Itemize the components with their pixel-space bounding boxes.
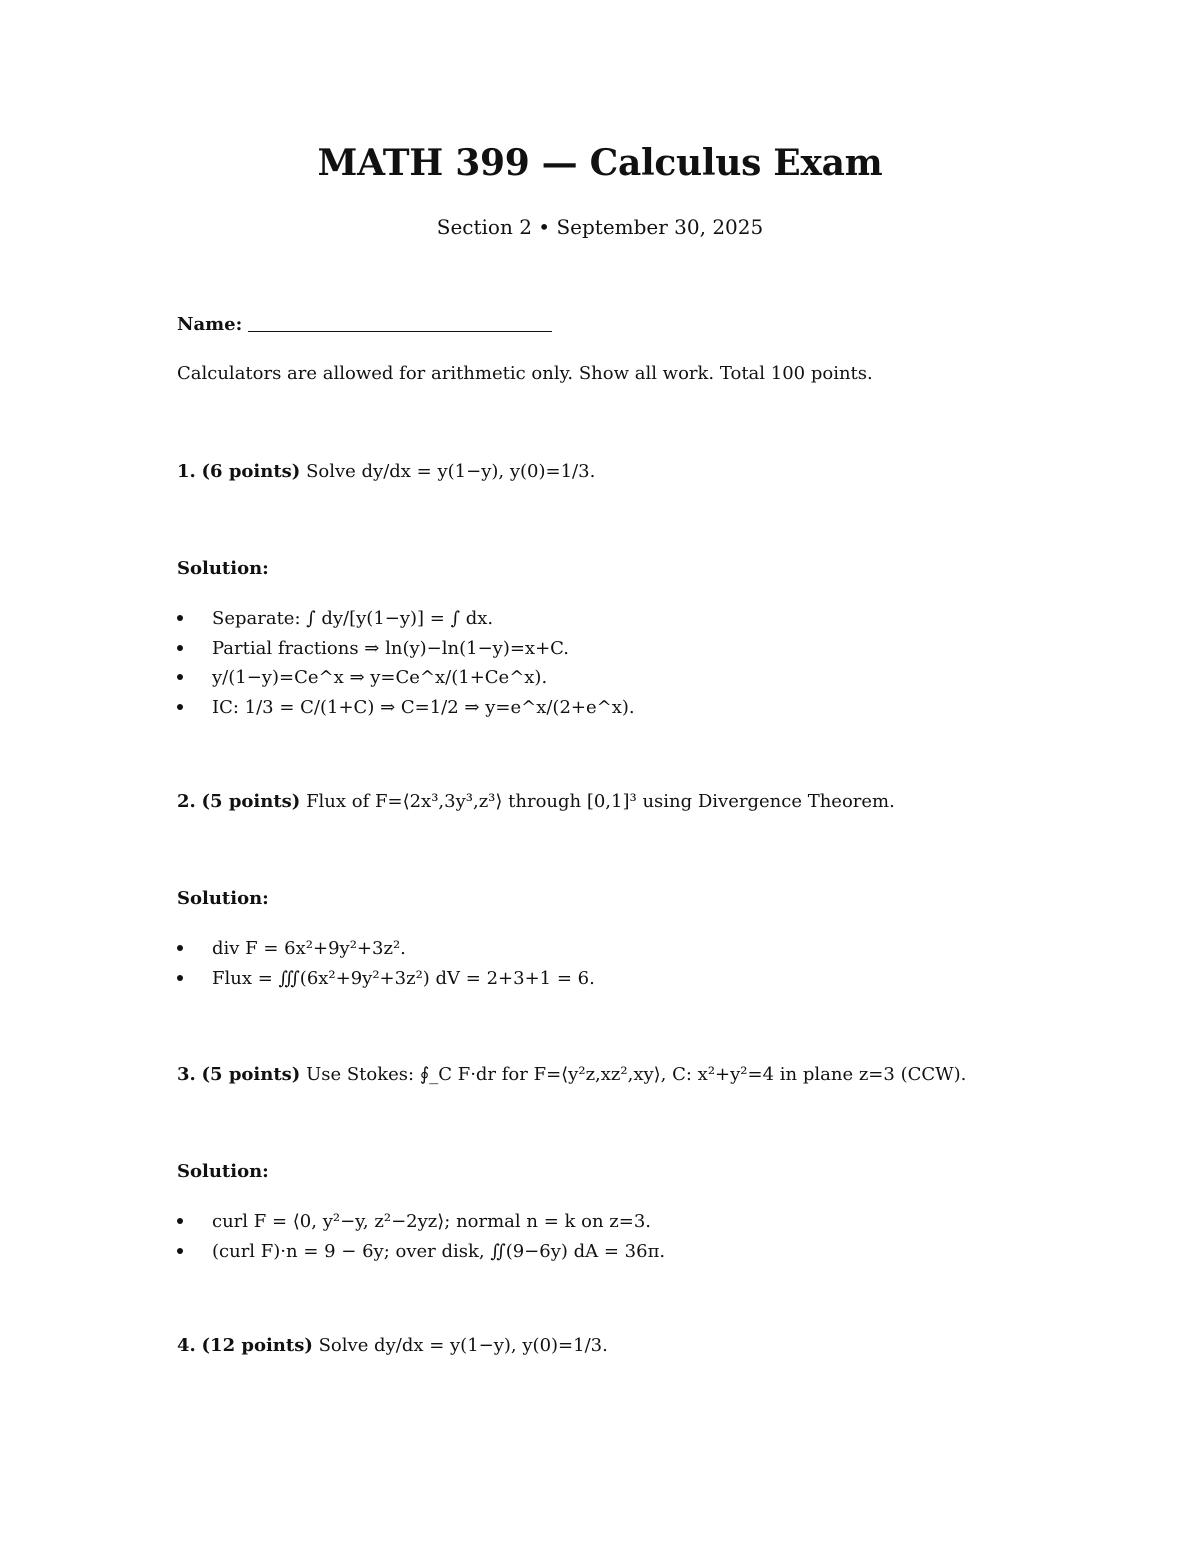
question-1-text: Solve dy/dx = y(1−y), y(0)=1/3.	[306, 461, 596, 482]
question-4-number: 4.	[177, 1335, 196, 1356]
exam-title: MATH 399 — Calculus Exam	[317, 142, 883, 184]
question-1-solution-label: Solution:	[177, 558, 269, 579]
exam-instructions: Calculators are allowed for arithmetic only. Show all work. Total 100 points.	[177, 363, 873, 384]
name-field	[177, 314, 552, 335]
question-1-points: (6 points)	[201, 461, 301, 482]
question-3-number: 3.	[177, 1064, 196, 1085]
question-2-number: 2.	[177, 791, 196, 812]
exam-subtitle: Section 2 • September 30, 2025	[436, 215, 764, 239]
question-1-number: 1.	[177, 461, 196, 482]
question-1	[177, 461, 595, 482]
solution-step: div F = 6x²+9y²+3z².	[177, 934, 595, 964]
question-4-points: (12 points)	[201, 1335, 313, 1356]
question-3-solution-steps	[177, 1207, 665, 1266]
question-4	[177, 1335, 608, 1356]
question-2	[177, 791, 895, 812]
question-2-text: Flux of F=⟨2x³,3y³,z³⟩ through [0,1]³ using Divergence Theorem.	[306, 791, 895, 812]
name-blank-line	[248, 331, 552, 332]
question-2-solution-steps	[177, 934, 595, 993]
solution-step: y/(1−y)=Ce^x ⇒ y=Ce^x/(1+Ce^x).	[177, 663, 635, 693]
solution-step: Flux = ∭(6x²+9y²+3z²) dV = 2+3+1 = 6.	[177, 964, 595, 994]
solution-step: Partial fractions ⇒ ln(y)−ln(1−y)=x+C.	[177, 634, 635, 664]
question-4-text: Solve dy/dx = y(1−y), y(0)=1/3.	[318, 1335, 608, 1356]
solution-step: IC: 1/3 = C/(1+C) ⇒ C=1/2 ⇒ y=e^x/(2+e^x).	[177, 693, 635, 723]
question-3	[177, 1064, 966, 1085]
question-2-points: (5 points)	[201, 791, 301, 812]
question-1-solution-steps	[177, 604, 635, 722]
question-2-solution-label: Solution:	[177, 888, 269, 909]
solution-step: (curl F)·n = 9 − 6y; over disk, ∬(9−6y) dA = 36π.	[177, 1237, 665, 1267]
name-label: Name:	[177, 314, 243, 335]
question-3-text: Use Stokes: ∮_C F·dr for F=⟨y²z,xz²,xy⟩, C: x²+y²=4 in plane z=3 (CCW).	[306, 1064, 967, 1085]
question-3-solution-label: Solution:	[177, 1161, 269, 1182]
question-3-points: (5 points)	[201, 1064, 301, 1085]
solution-step: curl F = ⟨0, y²−y, z²−2yz⟩; normal n = k on z=3.	[177, 1207, 665, 1237]
solution-step: Separate: ∫ dy/[y(1−y)] = ∫ dx.	[177, 604, 635, 634]
